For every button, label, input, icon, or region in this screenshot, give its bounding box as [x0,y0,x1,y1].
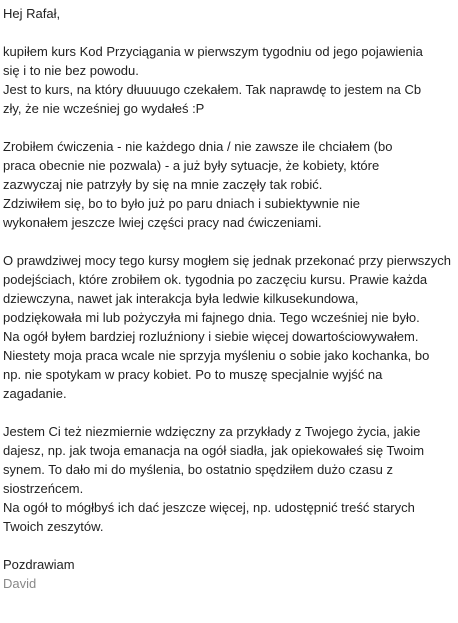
paragraph-gap [3,403,455,422]
paragraph-line: synem. To dało mi do myślenia, bo ostatnio spędziłem dużo czasu z [3,462,393,477]
paragraph-line: Na ogół byłem bardziej rozluźniony i siebie więcej dowartościowywałem. [3,329,419,344]
paragraph-gap [3,536,455,555]
paragraph-line: Zdziwiłem się, bo to było już po paru dniach i subiektywnie nie [3,196,360,211]
paragraph-line: wykonałem jeszcze lwiej części pracy nad ćwiczeniami. [3,215,322,230]
paragraph-line: Jest to kurs, na który dłuuuugo czekałem. Tak naprawdę to jestem na Cb [3,82,422,97]
paragraph-line: Na ogół to mógłbyś ich dać jeszcze więcej, np. udostępnić treść starych [3,500,415,515]
paragraph-line: zagadanie. [3,386,67,401]
greeting: Hej Rafał, [3,6,61,21]
paragraph-line: Twoich zeszytów. [3,519,104,534]
paragraph-2 [3,137,455,232]
signature: David [3,576,37,591]
paragraph-gap [3,23,455,42]
paragraph-4 [3,422,455,536]
paragraph-line: się i to nie bez powodu. [3,63,139,78]
paragraph-3 [3,251,455,403]
email-body [3,4,455,593]
paragraph-line: podziękowała mi lub pożyczyła mi fajnego dnia. Tego wcześniej nie było. [3,310,420,325]
closing: Pozdrawiam [3,557,75,572]
paragraph-line: zazwyczaj nie patrzyły by się na mnie zaczęły tak robić. [3,177,323,192]
paragraph-line: kupiłem kurs Kod Przyciągania w pierwszym tygodniu od jego pojawienia [3,44,423,59]
paragraph-line: Jestem Ci też niezmiernie wdzięczny za przykłady z Twojego życia, jakie [3,424,421,439]
paragraph-gap [3,118,455,137]
paragraph-line: Zrobiłem ćwiczenia - nie każdego dnia / nie zawsze ile chciałem (bo [3,139,393,154]
paragraph-line: np. nie spotykam w pracy kobiet. Po to muszę specjalnie wyjść na [3,367,383,382]
paragraph-1 [3,42,455,118]
paragraph-line: dziewczyna, nawet jak interakcja była ledwie kilkusekundowa, [3,291,359,306]
paragraph-line: dajesz, np. jak twoja emanacja na ogół siadła, jak opiekowałeś się Twoim [3,443,425,458]
paragraph-line: podejściach, które zrobiłem ok. tygodnia po zaczęciu kursu. Prawie każda [3,272,428,287]
paragraph-gap [3,232,455,251]
paragraph-line: O prawdziwej mocy tego kursy mogłem się jednak przekonać przy pierwszych [3,253,451,268]
paragraph-line: siostrzeńcem. [3,481,84,496]
paragraph-line: Niestety moja praca wcale nie sprzyja myśleniu o sobie jako kochanka, bo [3,348,430,363]
paragraph-line: zły, że nie wcześniej go wydałeś :P [3,101,205,116]
paragraph-line: praca obecnie nie pozwala) - a już były sytuacje, że kobiety, które [3,158,380,173]
